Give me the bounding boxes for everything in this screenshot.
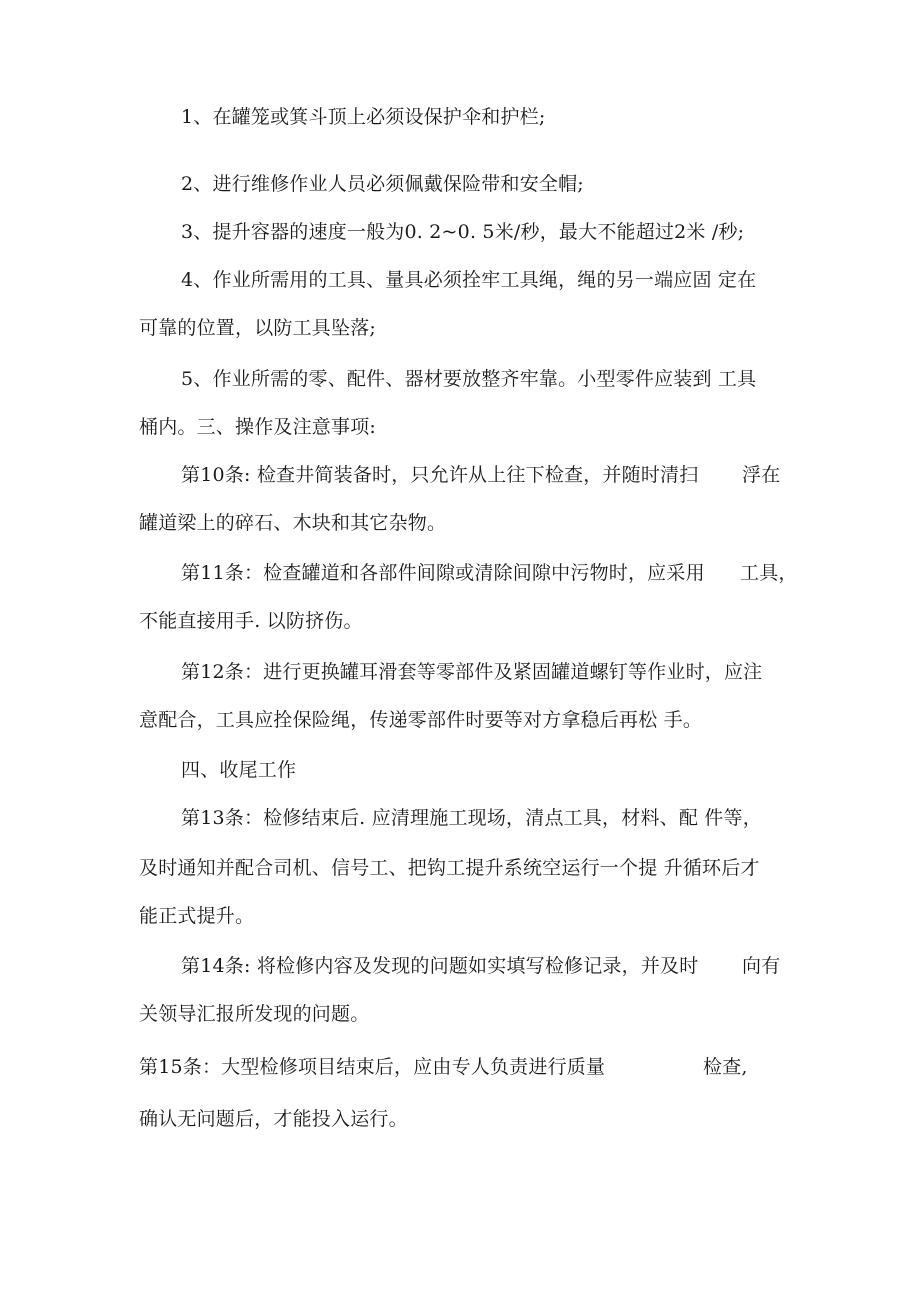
article-10-line-1: 第10条: 检查井简装备时，只允许从上往下检查，并随时清扫 [181, 464, 699, 486]
article-11-line-1-tail: 工具， [740, 562, 798, 584]
section-heading-closing-work: 四、收尾工作 [181, 759, 297, 781]
rule-item-2: 2、进行维修作业人员必须佩戴保险带和安全帽; [181, 173, 584, 195]
article-13-line-3: 能正式提升。 [139, 905, 255, 927]
rule-item-4-line-1: 4、作业所需用的工具、量具必须拴牢工具绳，绳的另一端应固 定在 [181, 269, 757, 291]
rule-item-5-line-1: 5、作业所需的零、配件、器材要放整齐牢靠。小型零件应装到 工具 [181, 368, 757, 390]
article-11-line-2: 不能直接用手. 以防挤伤。 [139, 610, 363, 632]
article-10-line-1-tail: 浮在 [742, 464, 781, 486]
rule-item-3: 3、提升容器的速度一般为0. 2~0. 5米/秒，最大不能超过2米 /秒; [181, 221, 745, 243]
article-14-line-2: 关领导汇报所发现的问题。 [139, 1003, 370, 1025]
rule-item-1: 1、在罐笼或箕斗顶上必须设保护伞和护栏; [181, 106, 546, 128]
article-15-line-1: 第15条：大型检修项目结束后，应由专人负责进行质量 [139, 1056, 606, 1078]
article-15-line-2: 确认无问题后，才能投入运行。 [139, 1108, 408, 1130]
rule-item-5-line-2: 桶内。三、操作及注意事项: [139, 416, 377, 438]
article-13-line-1: 第13条：检修结束后. 应清理施工现场，清点工具，材料、配 件等， [181, 807, 762, 829]
article-15-line-1-tail: 检查, [703, 1056, 748, 1078]
article-12-line-2: 意配合，工具应拴保险绳，传递零部件时要等对方拿稳后再松 手。 [139, 709, 703, 731]
article-13-line-2: 及时通知并配合司机、信号工、把钩工提升系统空运行一个提 升循环后才 [139, 857, 760, 879]
article-12-line-1: 第12条：进行更换罐耳滑套等零部件及紧固罐道螺钉等作业时，应注 [181, 661, 763, 683]
article-14-line-1: 第14条: 将检修内容及发现的问题如实填写检修记录，并及时 [181, 955, 699, 977]
article-10-line-2: 罐道梁上的碎石、木块和其它杂物。 [139, 512, 447, 534]
rule-item-4-line-2: 可靠的位置，以防工具坠落; [139, 317, 377, 339]
article-11-line-1: 第11条：检查罐道和各部件间隙或清除间隙中污物时，应采用 [181, 562, 705, 584]
article-14-line-1-tail: 向有 [742, 955, 781, 977]
